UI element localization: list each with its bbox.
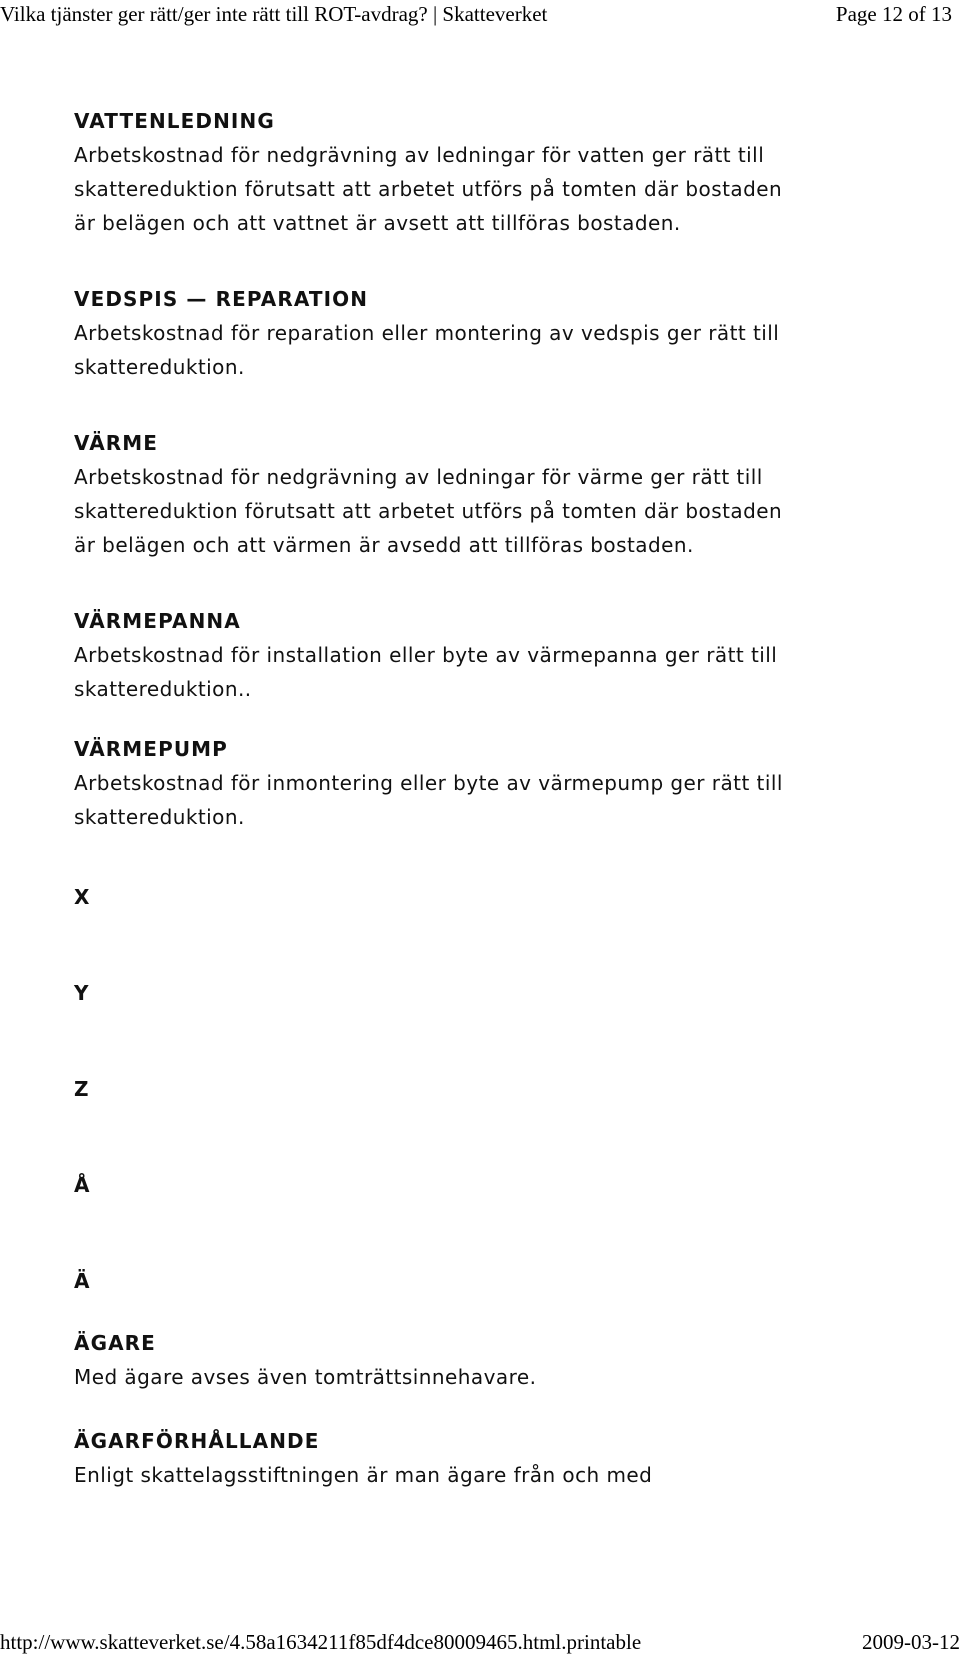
term-heading: ÄGARE: [74, 1331, 156, 1355]
letter-heading-y: Y: [74, 981, 89, 1005]
footer-date: 2009-03-12: [862, 1630, 960, 1654]
entry-vedspis-reparation: [74, 282, 914, 384]
footer-url: http://www.skatteverket.se/4.58a1634211f85df4dce80009465.html.printable: [0, 1630, 642, 1654]
term-description: Arbetskostnad för installation eller byte av värmepanna ger rätt till skattereduktion..: [74, 643, 778, 701]
entry-varmepump: [74, 732, 914, 834]
print-header: [0, 2, 960, 28]
term-description: Arbetskostnad för reparation eller montering av vedspis ger rätt till skattereduktion.: [74, 321, 780, 379]
document-title: Vilka tjänster ger rätt/ger inte rätt till ROT-avdrag? | Skatteverket: [0, 2, 548, 26]
entry-varmepanna: [74, 604, 914, 706]
term-description: Arbetskostnad för nedgrävning av ledningar för värme ger rätt till skattereduktion förutsatt att arbetet utförs på tomten där bostaden är belägen och att värmen är avsedd att tillföras bostaden.: [74, 465, 783, 557]
term-heading: VÄRME: [74, 431, 159, 455]
term-description: Arbetskostnad för nedgrävning av ledningar för vatten ger rätt till skattereduktion förutsatt att arbetet utförs på tomten där bostaden är belägen och att vattnet är avsett att tillföras bostaden.: [74, 143, 783, 235]
term-heading: VATTENLEDNING: [74, 109, 275, 133]
letter-heading-x: X: [74, 885, 90, 909]
entry-agarforhallande: [74, 1424, 914, 1492]
print-footer: [0, 1630, 960, 1654]
letter-heading-a-ring: Å: [74, 1173, 90, 1197]
letter-heading-a-umlaut: Ä: [74, 1269, 90, 1293]
letter-heading-z: Z: [74, 1077, 89, 1101]
term-description: Med ägare avses även tomträttsinnehavare.: [74, 1365, 537, 1389]
entry-agare: [74, 1326, 914, 1394]
term-heading: ÄGARFÖRHÅLLANDE: [74, 1429, 320, 1453]
page-number: Page 12 of 13: [835, 2, 952, 26]
term-heading: VÄRMEPUMP: [74, 737, 228, 761]
entry-vattenledning: [74, 104, 914, 240]
term-description: Arbetskostnad för inmontering eller byte av värmepump ger rätt till skattereduktion.: [74, 771, 783, 829]
glossary-content: [74, 104, 914, 1492]
term-description: Enligt skattelagsstiftningen är man ägare från och med: [74, 1463, 653, 1487]
entry-varme: [74, 426, 914, 562]
term-heading: VEDSPIS — REPARATION: [74, 287, 369, 311]
term-heading: VÄRMEPANNA: [74, 609, 241, 633]
